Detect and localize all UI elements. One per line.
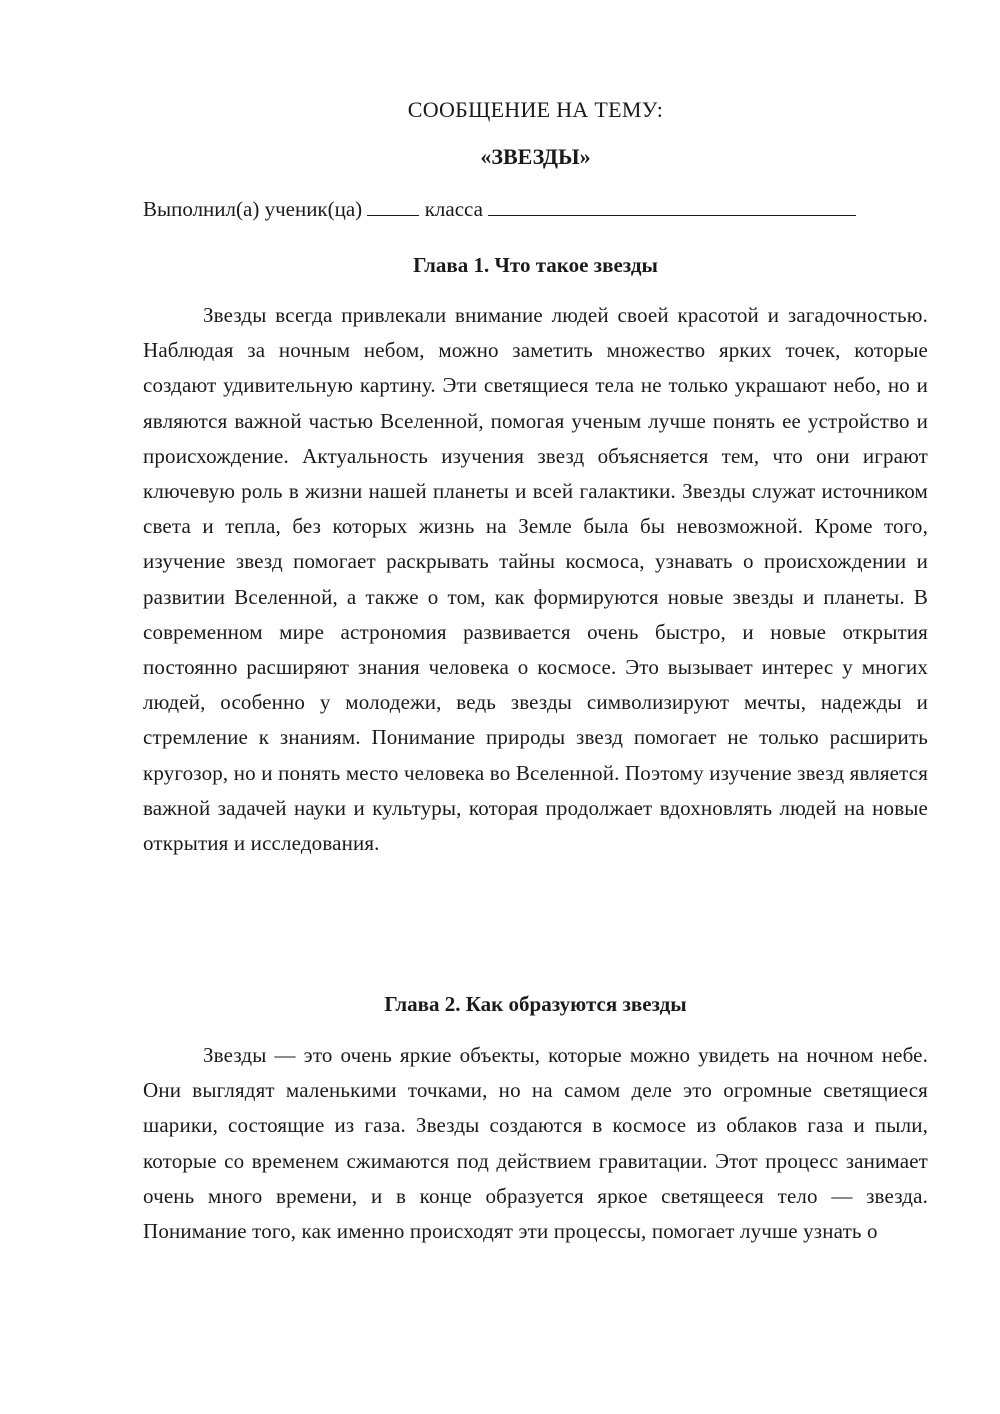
class-label: класса [424, 197, 483, 221]
author-line [143, 197, 928, 222]
chapter-1-paragraph: Звезды всегда привлекали внимание людей своей красотой и загадочностью. Наблюдая за ночным небом, можно заметить множество ярких точек, которые создают удивительную картину. Эти светящиеся тела не только украшают небо, но и являются важной частью Вселенной, помогая ученым лучше понять ее устройство и происхождение. Актуальность изучения звезд объясняется тем, что они играют ключевую роль в жизни нашей планеты и всей галактики. Звезды служат источником света и тепла, без которых жизнь на Земле была бы невозможной. Кроме того, изучение звезд помогает раскрывать тайны космоса, узнавать о происхождении и развитии Вселенной, а также о том, как формируются новые звезды и планеты. В современном мире астрономия развивается очень быстро, и новые открытия постоянно расширяют знания человека о космосе. Это вызывает интерес у многих людей, особенно у молодежи, ведь звезды символизируют мечты, надежды и стремление к знаниям. Понимание природы звезд помогает не только расширить кругозор, но и понять место человека во Вселенной. Поэтому изучение звезд является важной задачей науки и культуры, которая продолжает вдохновлять людей на новые открытия и исследования. [143, 303, 928, 856]
document-subtitle: «ЗВЕЗДЫ» [480, 144, 591, 169]
grade-blank-field [367, 199, 419, 216]
chapter-1-heading: Глава 1. Что такое звезды [413, 253, 658, 277]
chapter-2-heading: Глава 2. Как образуются звезды [384, 992, 687, 1016]
chapter-2-paragraph: Звезды — это очень яркие объекты, которые можно увидеть на ночном небе. Они выглядят маленькими точками, но на самом деле это огромные светящиеся шарики, состоящие из газа. Звезды создаются в космосе из облаков газа и пыли, которые со временем сжимаются под действием гравитации. Этот процесс занимает очень много времени, и в конце образуется яркое светящееся тело — звезда. Понимание того, как именно происходят эти процессы, помогает лучше узнать о [143, 1043, 928, 1244]
name-blank-field [488, 199, 856, 216]
author-label: Выполнил(а) ученик(ца) [143, 197, 363, 221]
document-title: СООБЩЕНИЕ НА ТЕМУ: [407, 97, 664, 122]
